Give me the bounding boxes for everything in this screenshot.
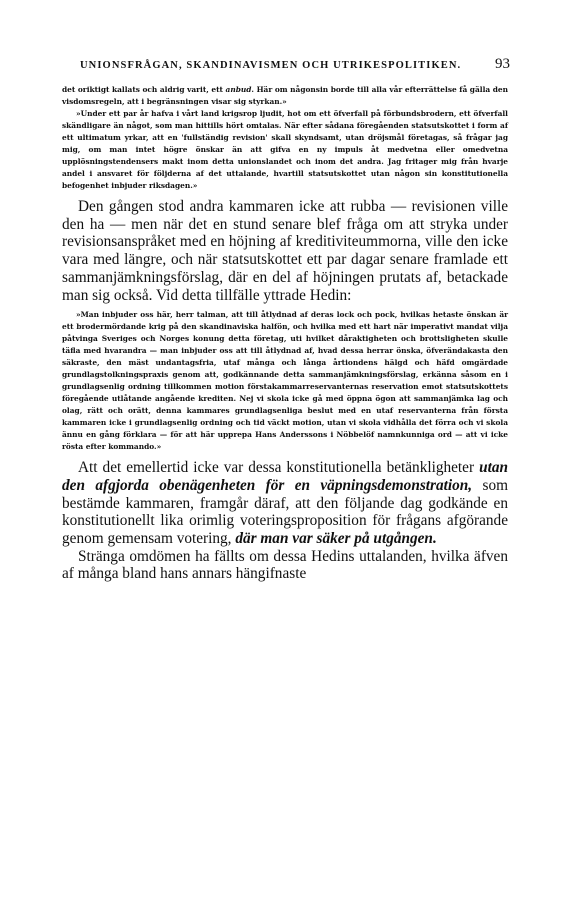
p2-text-b: som bestämde kammaren, framgår däraf, att den följande dag godkände en konstitutionellt lika orimlig voteringsproposition för frågans afgörande genom gemensam votering, [62,476,509,548]
main-paragraph-1-text: Den gången stod andra kammaren icke att rubba — revisionen ville den ha — men när det en stund senare blef fråga om att stryka under revisionsanspråket med en höjning af kreditiviteummorna, ville den icke vara med längre, och när statsutskottet ett par dagar senare framlade ett sammanjämkningsförslag, där en del af höjningen prutats af, betackade man sig också. Vid detta tillfälle yttrade Hedin: [62,198,508,304]
p2-text-a: Att det emellertid icke var dessa konstitutionella betänkligheter [78,459,480,477]
q1-emphasis: anbud [225,85,252,94]
quotation-block-1 [62,84,508,192]
quotation-block-2 [62,309,508,453]
quotation-2-paragraph: »Man inbjuder oss här, herr talman, att till åtlydnad af deras lock och pock, hvilkas hetaste önskan är ett brodermördande krig på den skandinaviska halfön, och hvilka med ett hart när imperativt mandat vilja påtvinga Sveriges och Norges konung detta företag, uti hvilket dåraktigheten och brottsligheten skulle täfla med hvarandra — man inbjuder oss att till åtlydnad af, hvad dessa herrar önska, öfverändakasta den säkraste, den mäst undantagsfria, utaf många och långa årtiondens hälgd och häfd omgärdade grundlagstolkningspraxis genom att, godkännande detta sammanjämkningsförslag, erkänna såsom en i grundlagsenlig ordning tillkommen motion förstakammarreservanternas reservation emot statsutskottets föregående utlåtande angående krediten. Nej vi skola icke gå med öppna ögon att sammanjämka lag och olag, rätt och orätt, denna kammares grundlagsenliga beslut med en utaf reservanterna från första kammaren icke i grundlagsenlig ordning och tid väckt motion, utan vi skola vidhålla det förra och vi skola ännu en gång förklara — för att här upprepa Hans Anderssons i Nöbbelöf namnkunniga ord — att vi icke rösta efter kommando.» [62,310,508,452]
page-body [62,84,508,583]
quotation-1-paragraph-2: »Under ett par år hafva i vårt land krigsrop ljudit, hot om ett öfverfall på förbundsbrodern, ett öfverfall skändligare än något, som man hittills hört omtalas. När efter sådana föregåenden statsutskottet i form af ett ultimatum yrkar, att en 'fullständig revision' skall skyndsamt, utan dröjsmål företagas, så frågar jag mig, om man intet högre önskar än att gifva en ny impuls åt medvetna eller omedvetna upplösningstendensers makt inom detta unionslandet och inom det andra. Jag fritager mig från hvarje andel i ansvaret för följderna af det uttalande, hvartill statsutskottet utan någon sin konstitutionella befogenhet inbjuder riksdagen.» [62,109,508,190]
page-header [62,56,510,78]
main-paragraph-3-text: Stränga omdömen ha fällts om dessa Hedins uttalanden, hvilka äfven af många bland hans annars hängifnaste [62,547,508,583]
p2-emphasis-1: utan den afgjorda obenägenheten för en väpningsdemonstration, [62,459,508,494]
main-paragraph-2 [62,459,508,583]
running-head: UNIONSFRÅGAN, SKANDINAVISMEN OCH UTRIKESPOLITIKEN. [80,60,462,71]
main-paragraph-1 [62,198,508,304]
p2-emphasis-2: där man var säker på utgången. [235,530,437,548]
quotation-1-paragraph-1 [62,84,508,108]
q1-p1-text: det oriktigt kallats och aldrig varit, ett anbud. Här om någonsin borde till alla vår efterrättelse få gälla den visdomsregeln, att i begränsningen visar sig styrkan.» [62,85,508,106]
page-number: 93 [495,56,510,72]
main-paragraph-2-text [62,459,508,548]
